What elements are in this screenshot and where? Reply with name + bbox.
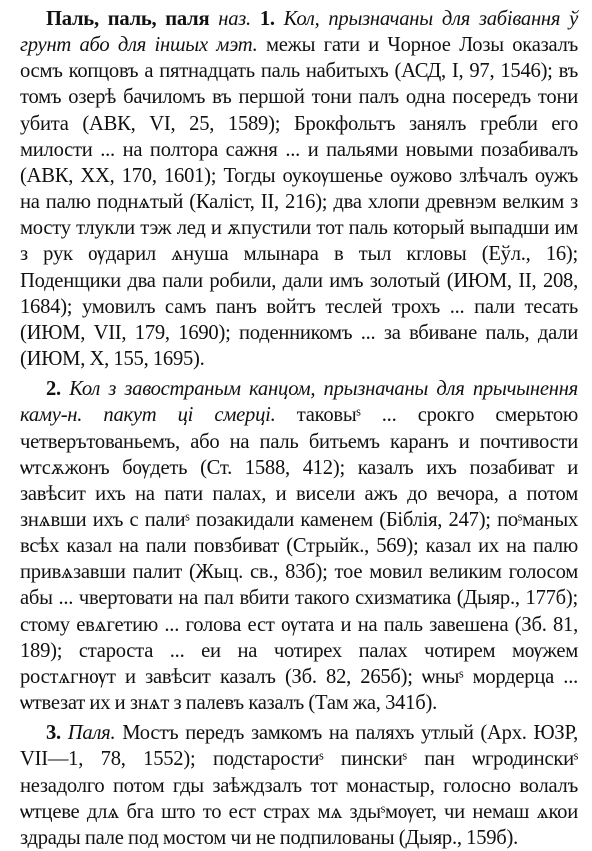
sense-number-1: 1.: [259, 8, 275, 30]
sense-number-3: 3.: [46, 722, 61, 745]
sense-definition-2: Кол з завостраным канцом, прызначаны для прычынення каму-н. пакут ці смерці.: [20, 378, 578, 427]
sense-citations-3: Мостъ передъ замкомъ на паляхъ утлый (Арх. ЮЗР, VII—1, 78, 1552); подстаростиˢ пинскиˢ пан ѡгродинскиˢ незадолго потом гды заѣждзалъ тот монастыр, голосно волалъ ѡтцеве длѧ бга што то ест страх мѧ здыˢмѹет, чи немаш ѧкои здрады пале под мостом чи не подпилованы (Дыяр., 159б).: [20, 722, 578, 849]
grammar-label: наз.: [218, 8, 251, 30]
sense-citations-1: межы гати и Чорное Лозы оказалъ осмъ копцовъ а пятнадцать паль набитыхъ (АСД, І, 97, 1546); въ томъ озерѣ бачиломъ въ першой тони палъ одна посередъ тони убита (АВК, VI, 25, 1589); Брокфольтъ занялъ гребли его милости ... на полтора сажня ... и пальями новыми позабивалъ (АВК, ХХ, 170, 1601); Тогды оукѹшенье оужово злѣчалъ оужъ на палю поднѧтый (Каліст, II, 216); два хлопи древнэм велким з мосту тлукли тэж лед и ѫпустили тот паль который выпадши им з рук ѹдарил ѧнуша млынара в тыл кгловы (Еўл., 16); Поденщики два пали робили, дали имъ золотый (ИЮМ, II, 208, 1684); умовилъ самъ панъ войтъ теслей трохъ ... пали тесать (ИЮМ, VII, 179, 1690); поденникомъ ... за вбиване паль, дали (ИЮМ, Х, 155, 1695).: [20, 34, 579, 371]
entry-sense-2-paragraph: [20, 376, 578, 716]
headword: Паль, паль, паля: [46, 8, 210, 30]
sense-definition-3: Паля.: [67, 722, 116, 745]
entry-sense-3-paragraph: [20, 720, 578, 851]
sense-number-2: 2.: [46, 378, 61, 401]
entry-sense-1-paragraph: [20, 6, 578, 372]
sense-citations-2: таковыˢ ... срокго смерьтою четверътованьемъ, або на паль битьемъ каранъ и почтивости ѡтсѫжонъ бѹдеть (Ст. 1588, 412); казалъ ихъ позабиват и завѣсит ихъ на пати палах, и висели ажъ до вечора, а потом знѧвши ихъ с палиˢ позакидали каменем (Біблія, 247); поˢманых всѣх казал на пали повзбиват (Стрыйк., 569); казал их на палю привѧзавши палит (Жыц. св., 83б); тое мовил великим голосом абы ... чвертовати на пал вбити такого схизматика (Дыяр., 177б); стому евѧгетию ... голова ест ѹтата и на паль завешена (Зб. 81, 189); староста ... еи на чотирех палах чотирем мѹжем ростѧгнѹт и завѣсит казалъ (Зб. 82, 265б); ѡныˢ мордерца ... ѡтвезат их и знѧт з палевъ казалъ (Там жа, 341б).: [20, 404, 579, 715]
sense-definition-1: Кол, прызначаны для забівання ў грунт або для іншых мэт.: [20, 8, 578, 57]
